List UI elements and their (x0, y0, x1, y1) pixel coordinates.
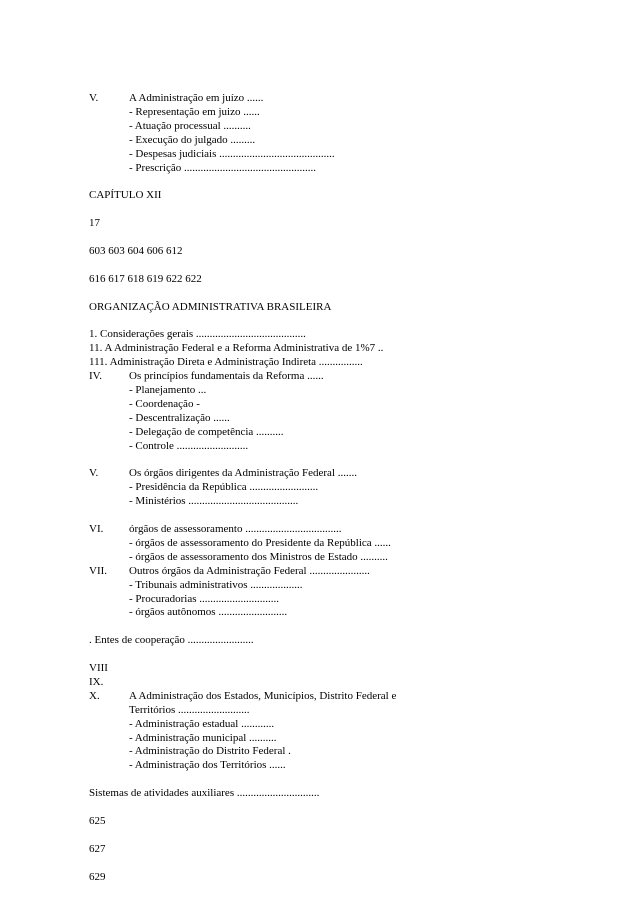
toc-line: Sistemas de atividades auxiliares .............................. (89, 787, 320, 800)
list-item: - Administração estadual ............ (129, 717, 275, 730)
list-item: - Procuradorias ............................. (129, 592, 280, 605)
section-number: X. (89, 689, 100, 702)
list-item: - Planejamento ... (129, 383, 207, 396)
section-x-heading (89, 690, 589, 704)
list-item: - Despesas judiciais .......................................... (129, 147, 335, 160)
chapter-heading: CAPÍTULO XII (89, 189, 162, 202)
list-item: - Prescrição ................................................ (129, 161, 316, 174)
list-item: - Ministérios ........................................ (129, 495, 299, 508)
list-item: - Coordenação - (129, 397, 200, 410)
list-item: - Presidência da República ......................... (129, 481, 319, 494)
list-item: - Controle .......................... (129, 439, 249, 452)
section-number: V. (89, 92, 99, 104)
page-reference: 629 (89, 870, 106, 883)
page-numbers-line: 616 617 618 619 622 622 (89, 272, 202, 285)
list-item: - órgãos de assessoramento dos Ministros de Estado .......... (129, 550, 388, 563)
list-item: - Tribunais administrativos ................... (129, 578, 303, 591)
section-v-heading (89, 467, 589, 481)
list-item: - órgãos autônomos ......................... (129, 606, 288, 619)
section-iv-heading (89, 370, 589, 384)
section-vi-heading (89, 523, 589, 537)
list-item: - Representação em juizo ...... (129, 105, 260, 118)
section-title: A Administração dos Estados, Municípios, Distrito Federal e (129, 689, 397, 702)
section-number: V. (89, 467, 99, 480)
page-numbers-line: 603 603 604 606 612 (89, 244, 183, 257)
list-item: - Administração do Distrito Federal . (129, 745, 291, 758)
document-page (89, 92, 589, 884)
list-item: - Execução do julgado ......... (129, 133, 256, 146)
list-item: - órgãos de assessoramento do Presidente da República ...... (129, 536, 391, 549)
toc-line: . Entes de cooperação ........................ (89, 634, 254, 647)
toc-line: 1. Considerações gerais ........................................ (89, 328, 306, 341)
list-item: - Delegação de competência .......... (129, 425, 284, 438)
list-item: - Descentralização ...... (129, 411, 230, 424)
section-title-continued: Territórios .......................... (129, 703, 250, 716)
list-item: - Atuação processual .......... (129, 119, 251, 132)
chapter-number: 17 (89, 217, 100, 230)
toc-line: 11. A Administração Federal e a Reforma Administrativa de 1%7 .. (89, 342, 384, 355)
toc-line: 111. Administração Direta e Administração Indireta ................ (89, 356, 363, 369)
section-number: VI. (89, 522, 104, 535)
section-title: Outros órgãos da Administração Federal ...................... (129, 564, 370, 577)
page-reference: 625 (89, 814, 106, 827)
section-title: Os órgãos dirigentes da Administração Federal ....... (129, 467, 357, 480)
section-number: IX. (89, 675, 104, 688)
section-number: IV. (89, 370, 102, 383)
section-v-heading (89, 92, 589, 106)
section-vii-heading (89, 565, 589, 579)
section-number: VIII (89, 662, 108, 674)
chapter-title: ORGANIZAÇÃO ADMINISTRATIVA BRASILEIRA (89, 300, 332, 313)
list-item: - Administração dos Territórios ...... (129, 759, 286, 772)
section-number: VII. (89, 564, 108, 577)
section-title: A Administração em juízo ...... (129, 92, 264, 104)
section-title: órgãos de assessoramento ................................... (129, 522, 342, 535)
list-item: - Administração municipal .......... (129, 731, 277, 744)
page-reference: 627 (89, 842, 106, 855)
section-title: Os princípios fundamentais da Reforma ...... (129, 370, 324, 383)
